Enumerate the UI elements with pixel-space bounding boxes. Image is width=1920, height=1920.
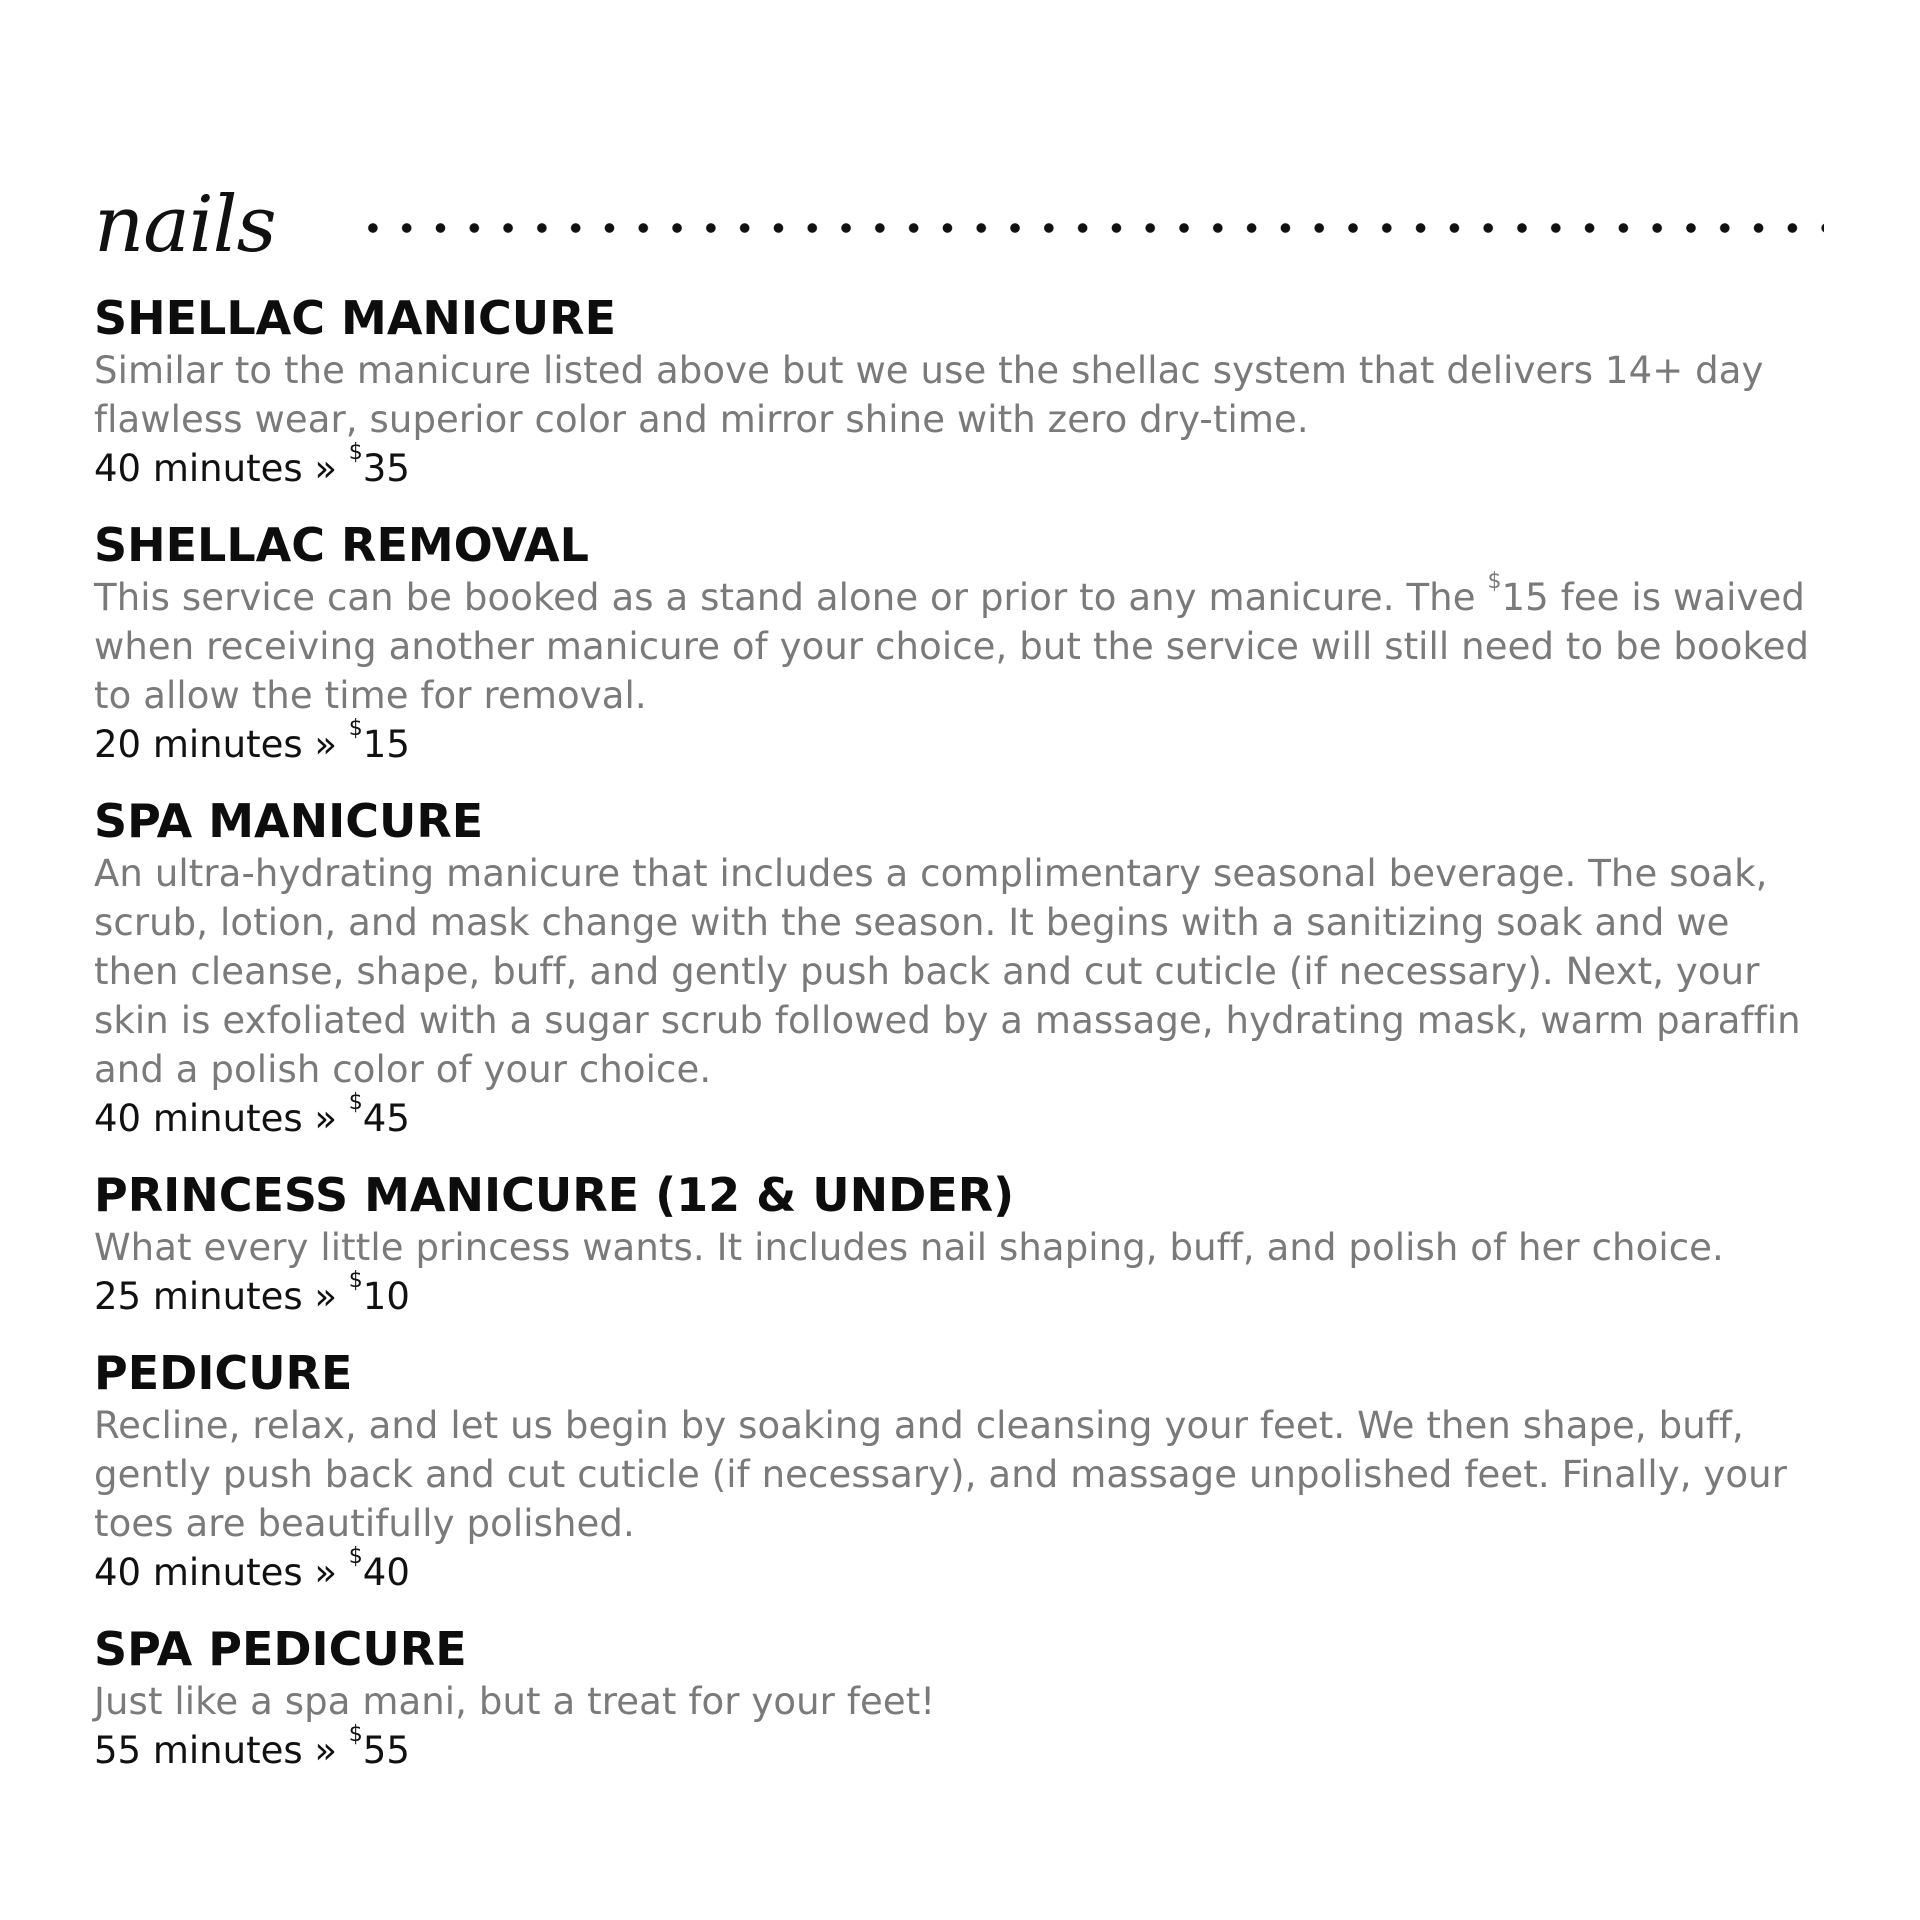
- service-description: Recline, relax, and let us begin by soaking and cleansing your feet. We then shape, buff, gently push back and cut cuticle (if necessary), and massage unpolished feet. Finally, your toes are beautifully polished.: [94, 1404, 1788, 1545]
- service-duration-price: [94, 1268, 1824, 1321]
- service-duration-price: [94, 440, 1824, 493]
- service-duration: 40 minutes »: [94, 1551, 338, 1594]
- service-name: PRINCESS MANICURE (12 & UNDER): [94, 1168, 1015, 1222]
- service-price: 35: [362, 447, 410, 490]
- currency-symbol: $: [348, 1090, 363, 1115]
- section-header: [94, 180, 1824, 290]
- nails-menu-page: [94, 180, 1824, 1799]
- service-duration: 40 minutes »: [94, 447, 338, 490]
- currency-symbol: $: [348, 716, 363, 741]
- currency-symbol: $: [348, 440, 363, 465]
- service-price: 45: [362, 1097, 410, 1140]
- service-item-pedicure: [94, 1345, 1824, 1597]
- service-duration: 40 minutes »: [94, 1097, 338, 1140]
- currency-symbol: $: [1487, 569, 1502, 594]
- service-item-shellac-removal: [94, 517, 1824, 769]
- description-text: 15 fee is waived when receiving another manicure of your choice, but the service will still need to be booked to allow the time for removal.: [94, 576, 1810, 717]
- service-description: An ultra-hydrating manicure that includes a complimentary seasonal beverage. The soak, scrub, lotion, and mask change with the season. It begins with a sanitizing soak and we then cleanse, shape, buff, and gently push back and cut cuticle (if necessary). Next, your skin is exfoliated with a sugar scrub followed by a massage, hydrating mask, warm paraffin and a polish color of your choice.: [94, 852, 1801, 1091]
- service-name: PEDICURE: [94, 1346, 353, 1400]
- service-name: SPA PEDICURE: [94, 1622, 467, 1676]
- service-name: SHELLAC MANICURE: [94, 291, 616, 345]
- service-description: Just like a spa mani, but a treat for your feet!: [94, 1680, 936, 1723]
- service-item-spa-manicure: [94, 793, 1824, 1143]
- service-name: SPA MANICURE: [94, 794, 484, 848]
- service-duration-price: [94, 1544, 1824, 1597]
- service-description: Similar to the manicure listed above but we use the shellac system that delivers 14+ day flawless wear, superior color and mirror shine with zero dry-time.: [94, 349, 1764, 441]
- service-item-princess-manicure: [94, 1167, 1824, 1321]
- service-duration-price: [94, 716, 1824, 769]
- dotted-divider: [356, 222, 1824, 234]
- service-duration: 20 minutes »: [94, 723, 338, 766]
- currency-symbol: $: [348, 1544, 363, 1569]
- section-title: nails: [94, 180, 276, 270]
- service-price: 15: [362, 723, 410, 766]
- service-price: 40: [362, 1551, 410, 1594]
- service-name: SHELLAC REMOVAL: [94, 518, 589, 572]
- description-text: This service can be booked as a stand alone or prior to any manicure. The: [94, 576, 1488, 619]
- currency-symbol: $: [348, 1722, 363, 1747]
- service-description: [94, 569, 1824, 720]
- currency-symbol: $: [348, 1268, 363, 1293]
- service-duration: 55 minutes »: [94, 1729, 338, 1772]
- service-price: 55: [362, 1729, 410, 1772]
- service-item-shellac-manicure: [94, 290, 1824, 493]
- service-price: 10: [362, 1275, 410, 1318]
- service-duration-price: [94, 1090, 1824, 1143]
- service-description: What every little princess wants. It includes nail shaping, buff, and polish of her choice.: [94, 1226, 1724, 1269]
- service-duration-price: [94, 1722, 1824, 1775]
- service-item-spa-pedicure: [94, 1621, 1824, 1775]
- service-duration: 25 minutes »: [94, 1275, 338, 1318]
